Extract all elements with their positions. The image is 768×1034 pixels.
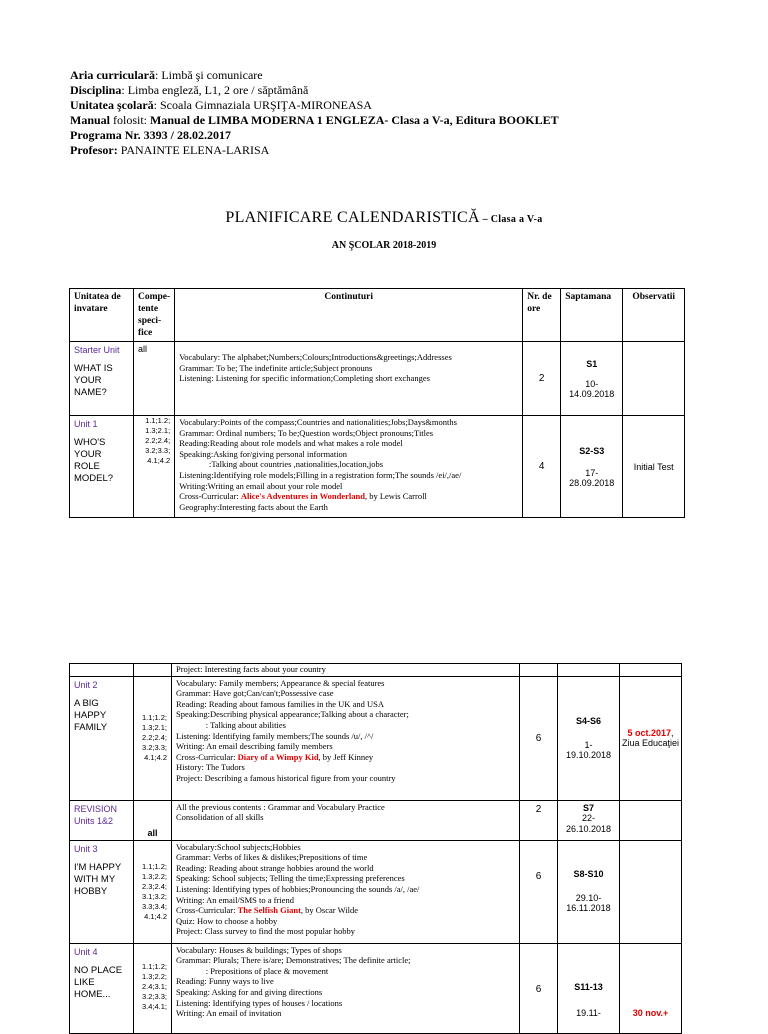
content-cell: All the previous contents : Grammar and Vocabulary Practice Consolidation of all skills — [172, 800, 520, 840]
unit-title: NO PLACE LIKE HOME... — [74, 964, 123, 1000]
content-cell: Vocabulary: Family members; Appearance & special features Grammar: Have got;Can/can't;Possessive case Reading: Reading about famous families in the UK and USA Speaking:Describing physical appearance;Talking about a character; : Talking about abilities Listening: Identifying family members;The sounds /u/, /^/ Writing: An email describing family members Cross-Curricular: Diary of a Wimpy Kid, by Jeff Kinney History: The Tudors Project: Describing a famous historical figure from your country — [172, 676, 520, 800]
content-cell: Project: Interesting facts about your country — [172, 664, 520, 677]
unit-name: Unit 3 — [74, 843, 98, 854]
hours-cell: 6 — [520, 676, 558, 800]
hours-cell: 2 — [520, 800, 558, 840]
content-cell: Vocabulary:Points of the compass;Countries and nationalities;Jobs;Days&months Grammar: Ordinal numbers; To be;Question words;Object pronouns;Titles Reading:Reading about role models and what makes a role model Speaking:Asking for/giving personal information :Talking about countries ,nationalities,location,jobs Listening:Identifying role models;Filling in a registration form;The sounds /ei/,/ae/ Writing:Writing an email about your role model Cross-Curricular: Alice's Adventures in Wonderland, by Lewis Carroll Geography:Interesting facts about the Earth — [175, 416, 523, 518]
unit-cell — [70, 676, 134, 800]
observatii-cell — [620, 800, 682, 840]
content-cell: Vocabulary: Houses & buildings; Types of shops Grammar: Plurals; There is/are; Demonstratives; The definite article; : Prepositions of place & movement Reading: Funny ways to live Speaking: Asking for and giving directions Listening: Identifying types of houses / locations Writing: An email of invitation — [172, 943, 520, 1033]
unit-cell — [70, 416, 134, 518]
unit-title: WHO'S YOUR ROLE MODEL? — [74, 437, 114, 484]
unit-title: WHAT IS YOUR NAME? — [74, 363, 113, 398]
literature-title: Alice's Adventures in Wonderland — [240, 491, 365, 502]
programa-line: Programa Nr. 3393 / 28.02.2017 — [70, 128, 231, 142]
document-header — [70, 68, 559, 158]
week-cell: S1 10- 14.09.2018 — [561, 342, 623, 416]
week-cell: S2-S3 17- 28.09.2018 — [561, 416, 623, 518]
table-row — [70, 416, 685, 518]
unit-cell — [70, 840, 134, 943]
literature-title: The Selfish Giant — [237, 905, 301, 916]
unit-title: Units 1&2 — [74, 815, 114, 826]
content-cell: Vocabulary: The alphabet;Numbers;Colours;Introductions&greetings;Addresses Grammar: To be; The indefinite article;Subject pronouns Listening: Listening for specific information;Completing short exchanges — [175, 342, 523, 416]
hours-cell: 6 — [520, 840, 558, 943]
observatii-cell — [620, 943, 682, 1033]
week-cell: S4-S6 1- 19.10.2018 — [558, 676, 620, 800]
unit-cell — [70, 943, 134, 1033]
competente-cell: all — [134, 800, 172, 840]
header-saptamana: Saptamana — [561, 289, 623, 342]
page-title: PLANIFICARE CALENDARISTICĂ – Clasa a V-a — [225, 209, 543, 226]
disciplina-line: Disciplina: Limba engleză, L1, 2 ore / săptămână — [70, 83, 309, 97]
unit-title: A BIG HAPPY FAMILY — [74, 697, 108, 733]
unit-name: Unit 1 — [74, 419, 98, 429]
competente-cell: 1.1;1.2; 1.3;2.2; 2.3;2.4; 3.1;3.2; 3.3;3.4; 4.1;4.2 — [134, 840, 172, 943]
aria-curriculara-line: Aria curriculară: Limbă şi comunicare — [70, 68, 263, 82]
competente-cell: 1.1;1.2; 1.3;2.2; 2.4;3.1; 3.2;3.3; 3.4;4.1; — [134, 943, 172, 1033]
observatii-cell: 5 oct.2017, Ziua Educaţiei — [620, 676, 682, 800]
competente-cell: all — [134, 342, 175, 416]
planning-table-page1 — [69, 288, 685, 518]
hours-cell: 6 — [520, 943, 558, 1033]
table-header-row — [70, 289, 685, 342]
table-row — [70, 800, 682, 840]
literature-title: Diary of a Wimpy Kid — [237, 751, 319, 762]
hours-cell: 4 — [523, 416, 561, 518]
week-cell: S8-S10 29.10- 16.11.2018 — [558, 840, 620, 943]
table-row — [70, 676, 682, 800]
unit-name: REVISION — [74, 803, 118, 814]
header-competente: Compe-tente speci-fice — [134, 289, 175, 342]
unit-cell — [70, 800, 134, 840]
table-row — [70, 664, 682, 677]
week-cell: S7 22- 26.10.2018 — [558, 800, 620, 840]
header-observatii: Observatii — [623, 289, 685, 342]
observation-date: 30 nov.+ — [632, 1007, 669, 1018]
unit-name: Unit 4 — [74, 946, 98, 957]
header-unitatea: Unitatea de invatare — [70, 289, 134, 342]
table-row — [70, 342, 685, 416]
manual-line: Manual folosit: Manual de LIMBA MODERNA 1 ENGLEZA- Clasa a V-a, Editura BOOKLET — [70, 113, 559, 127]
table-row — [70, 943, 682, 1033]
planning-table-page2 — [69, 663, 682, 1034]
school-year: AN ŞCOLAR 2018-2019 — [331, 240, 437, 251]
observation-date: 5 oct.2017 — [627, 728, 671, 739]
content-cell: Vocabulary:School subjects;Hobbies Grammar: Verbs of likes & dislikes;Prepositions of time Reading: Reading about strange hobbies around the world Speaking: School subjects; Telling the time;Expressing preferences Listening: Identifying types of hobbies;Pronouncing the sounds /a/, /ae/ Writing: An email/SMS to a friend Cross-Curricular: The Selfish Giant, by Oscar Wilde Quiz: How to choose a hobby Project: Class survey to find the most popular hobby — [172, 840, 520, 943]
unit-title: I'M HAPPY WITH MY HOBBY — [74, 861, 122, 897]
unit-name: Unit 2 — [74, 679, 98, 690]
competente-cell: 1.1;1.2; 1.3;2.1; 2.2;2.4; 3.2;3.3; 4.1;4.2 — [134, 416, 175, 518]
unitatea-scolara-line: Unitatea şcolară: Scoala Gimnaziala URŞIŢA-MIRONEASA — [70, 98, 372, 112]
unit-cell — [70, 342, 134, 416]
header-continuturi: Continuturi — [175, 289, 523, 342]
profesor-line: Profesor: PANAINTE ELENA-LARISA — [70, 143, 270, 157]
header-nr-ore: Nr. de ore — [523, 289, 561, 342]
observatii-cell — [623, 342, 685, 416]
observatii-cell — [620, 840, 682, 943]
week-cell: S11-13 19.11- — [558, 943, 620, 1033]
hours-cell: 2 — [523, 342, 561, 416]
observatii-cell: Initial Test — [623, 416, 685, 518]
unit-name: Starter Unit — [74, 345, 120, 355]
competente-cell: 1.1;1.2; 1.3;2.1; 2.2;2.4; 3.2;3.3; 4.1;4.2 — [134, 676, 172, 800]
table-row — [70, 840, 682, 943]
